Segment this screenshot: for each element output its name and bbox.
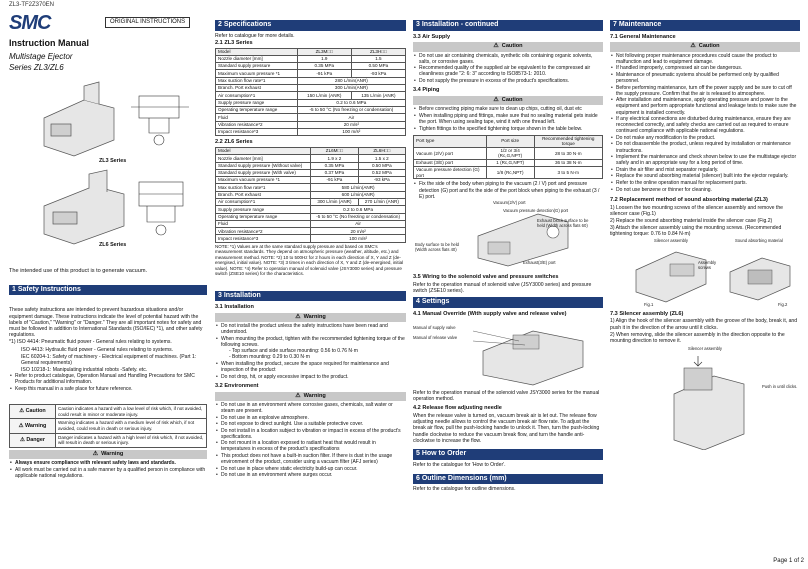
- warning-bullets: [9, 460, 207, 479]
- piping-bullet: • Tighten fittings to the specified tightening torque shown in the table below.: [413, 126, 603, 132]
- caution-label: Caution: [501, 43, 523, 50]
- caution-bar: [610, 42, 800, 51]
- warning-bar: [215, 392, 406, 401]
- table-row: [216, 184, 406, 191]
- manual-override-sub: 4.1 Manual Override (With supply valve and release valve): [413, 311, 567, 318]
- table-cell: Nozzle diameter [mm]: [216, 155, 311, 162]
- smc-logo: SMC: [9, 12, 51, 35]
- doc-code: ZL3-TF2Z370EN: [9, 2, 55, 8]
- table-cell: 36 to 38 N·m: [534, 160, 602, 167]
- warning-bar: [215, 313, 406, 322]
- installation-sub: 3.1 Installation: [215, 304, 254, 311]
- table-row: [216, 85, 406, 92]
- table-header: Recommended tightening torque: [534, 135, 602, 147]
- table-cell: Operating temperature range: [216, 106, 298, 113]
- environment-bullet: • Do not expose to direct sunlight. Use a suitable protective cover.: [215, 421, 406, 427]
- table-cell: Air consumption*1: [216, 92, 298, 99]
- safety-section-title: 1 Safety Instructions: [9, 285, 207, 296]
- table-cell: 0.2 to 0.6 MPa: [297, 99, 405, 106]
- maintenance-bullet: • Not following proper maintenance procedures could cause the product to malfunction and lead to equipment damage.: [610, 53, 800, 65]
- table-cell: 28 to 30 N·m: [534, 147, 602, 159]
- caution-label: Caution: [501, 96, 523, 103]
- hazard-level: Danger: [26, 436, 45, 443]
- warning-triangle-icon: ⚠: [20, 436, 27, 443]
- silencer-assembly-label-2: Silencer assembly: [688, 346, 722, 352]
- table-cell: Fluid: [216, 220, 311, 227]
- table-cell: Standard supply pressure: [216, 63, 298, 70]
- zl6-spec-heading: 2.2 ZL6 Series: [215, 139, 253, 146]
- maintenance-bullet: • Before performing maintenance, turn off the power supply and be sure to cut off the supply pressure. Confirm that the air is released to atmosphere.: [610, 85, 800, 97]
- manual-override-drawing: [473, 321, 593, 387]
- zl6-spec-table: [215, 147, 406, 243]
- installation-bullet: • Do not install the product unless the safety instructions have been read and understood.: [215, 323, 406, 335]
- environment-bullet: • Do not mount in a location exposed to radiant heat that would result in temperatures in excess of the product's specifications: [215, 440, 406, 452]
- maintenance-bullet: • Refer to the online operation manual for replacement parts.: [610, 180, 800, 186]
- hazard-row-warning: [10, 419, 207, 433]
- table-cell: Nozzle diameter [mm]: [216, 55, 298, 62]
- installation-bullets: [215, 323, 406, 379]
- warning-triangle-icon: ⚠: [92, 450, 99, 457]
- table-header: Port size: [486, 135, 534, 147]
- warning-bullet: • Always ensure compliance with relevant safety laws and standards.: [9, 460, 207, 466]
- piping-fix-text: • Fix the side of the body when piping to the vacuum (2 / V) port and pressure detection (G) port and fix the side of the port block when piping to the exhaust (3 / E) port.: [413, 181, 603, 199]
- warning-label: Warning: [303, 314, 326, 321]
- general-maintenance-sub: 7.1 General Maintenance: [610, 33, 676, 40]
- push-until-clicks-label: Push in until clicks.: [762, 384, 798, 390]
- table-cell: Impact resistance*3: [216, 128, 298, 135]
- table-row: [216, 235, 406, 242]
- zl3-pneumatic-symbol: [131, 96, 189, 145]
- zl6-product-figure: [39, 168, 201, 248]
- vacuum-port-label: Vacuum(2/V) port: [493, 200, 526, 206]
- environment-bullet: • Do not use in an environment where surges occur.: [215, 472, 406, 478]
- table-cell: 1/8 (Rc,NPT): [486, 167, 534, 179]
- air-supply-bullet: • Recommended quality of the supplied air be equivalent to the compressed air cleanliness grade "2: 6: 3" according to ISO8573-1: 2010.: [413, 65, 603, 77]
- table-cell: Air: [297, 114, 405, 121]
- table-row: [216, 162, 406, 169]
- table-cell: Maximum vacuum pressure *1: [216, 70, 298, 77]
- spec-intro: Refer to catalogue for more details.: [215, 32, 295, 39]
- vacuum-detection-port-label: Vacuum pressure detection(G) port: [503, 208, 569, 214]
- table-header-row: [216, 147, 406, 154]
- outline-dimensions-text: Refer to the catalogue for outline dimensions.: [413, 486, 516, 493]
- hazard-desc: Warning indicates a hazard with a medium level of risk which, if not avoided, could result in death or serious injury.: [56, 419, 207, 433]
- table-cell: Supply pressure range: [216, 99, 298, 106]
- page-number: Page 1 of 2: [773, 557, 804, 564]
- table-row: [216, 213, 406, 220]
- piping-figure: [413, 200, 603, 272]
- warning-label: Warning: [303, 392, 326, 399]
- warning-bullet: • All work must be carried out in a safe manner by a qualified person in compliance with applicable national regulations.: [9, 467, 207, 479]
- table-header-row: [414, 135, 603, 147]
- hazard-row-caution: [10, 405, 207, 419]
- piping-sub: 3.4 Piping: [413, 87, 440, 94]
- table-row: [216, 177, 406, 184]
- table-cell: 0.50 MPa: [358, 162, 405, 169]
- maintenance-bullet: • If handled improperly, compressed air can be dangerous.: [610, 65, 800, 71]
- table-header: ZL6H□□: [358, 147, 405, 154]
- table-cell: 0.35 MPa: [311, 162, 358, 169]
- settings-title: 4 Settings: [413, 297, 603, 308]
- environment-bullet: • Do not use in place where static electricity build-up can occur.: [215, 466, 406, 472]
- zl6-silencer-drawing: [660, 354, 760, 450]
- zl3-caption: ZL3 Series: [99, 158, 127, 164]
- installation-bullet-text: When mounting the product, tighten with the recommended tightening torque of the following screws.: [221, 336, 405, 349]
- column-2: [215, 0, 406, 569]
- zl6-silencer-step: 1) Align the hook of the silencer assembly with the groove of the body, break it, and push it in the direction of the arrow until it clicks.: [610, 318, 798, 331]
- table-cell: Branch. Port exhaust: [216, 85, 298, 92]
- wiring-sub: 3.5 Wiring to the solenoid valve and pressure switches: [413, 274, 559, 281]
- warning-triangle-icon: ⚠: [295, 314, 301, 321]
- maintenance-bullet: • Do not use benzene or thinner for cleaning.: [610, 187, 800, 193]
- table-cell: -91 kPa: [297, 70, 351, 77]
- fig2-label: Fig.2: [778, 301, 788, 307]
- table-header: ZL3M□□: [297, 48, 351, 55]
- body-surface-label: Body surface to be held (Width across flats 40): [415, 242, 459, 253]
- safety-bullet: • Refer to product catalogue, Operation Manual and Handling Precautions for SMC Products for additional information.: [9, 373, 207, 385]
- zl6-silencer-step: 2) When removing, slide the silencer assembly in the direction opposite to the mounting direction to remove it.: [610, 331, 785, 344]
- environment-bullet: • Do not use in an explosive atmosphere.: [215, 415, 406, 421]
- table-row: [216, 155, 406, 162]
- warning-bar: [9, 450, 207, 459]
- exhaust-block-label: Exhaust block surface to be held (Width across flats 60): [537, 218, 589, 229]
- table-row: [216, 199, 406, 206]
- hazard-level-table: [9, 404, 207, 448]
- zl6-silencer-sub: 7.3 Silencer assembly (ZL6): [610, 310, 684, 317]
- table-cell: 3 to 5 N·m: [534, 167, 602, 179]
- table-cell: 150 L/min (ANR): [297, 92, 351, 99]
- table-cell: 20 m/s²: [297, 121, 405, 128]
- table-cell: 100 m/s²: [297, 128, 405, 135]
- air-supply-bullets: [413, 53, 603, 84]
- hazard-level: Warning: [24, 422, 47, 429]
- column-4: [610, 0, 800, 569]
- column-3: [413, 0, 603, 569]
- piping-drawing: [468, 208, 578, 268]
- table-cell: Air: [311, 220, 406, 227]
- safety-bullets: [9, 373, 207, 392]
- environment-bullet: • Do not use in an environment where corrosive gases, chemicals, salt water or steam are present.: [215, 402, 406, 414]
- table-cell: Fluid: [216, 114, 298, 121]
- intended-use: The intended use of this product is to generate vacuum.: [9, 268, 148, 274]
- zl6-ejector-drawing: [44, 170, 124, 244]
- table-cell: Standard supply pressure (With valve): [216, 169, 311, 176]
- torque-bottom: - Bottom mounting: 0.29 to 0.30 N·m: [229, 354, 310, 361]
- table-cell: 0.52 MPa: [358, 169, 405, 176]
- hazard-row-danger: [10, 433, 207, 447]
- zl3-spec-body: [216, 55, 406, 135]
- hazard-level: Caution: [25, 408, 46, 415]
- table-header: ZL6M□□: [311, 147, 358, 154]
- table-cell: -5 to 50 °C (No freezing or condensation): [311, 213, 406, 220]
- table-row: [216, 99, 406, 106]
- air-supply-bullet: • Do not supply the pressure in excess of the product's specifications.: [413, 78, 603, 84]
- manual-override-text: Refer to the operation manual of the solenoid valve JSY3000 series for the manual operation method.: [413, 389, 600, 403]
- release-valve-label: Manual of release valve: [413, 334, 458, 340]
- table-cell: 0.37 MPa: [311, 169, 358, 176]
- piping-bullets: [413, 106, 603, 131]
- installation-bullet: • When installing the product, secure the space required for maintenance and inspection of the product: [215, 361, 406, 373]
- table-row: [216, 77, 406, 84]
- table-header: Port type: [414, 135, 487, 147]
- table-header: ZL3H□□: [351, 48, 405, 55]
- table-cell: 1.5 x 2: [358, 155, 405, 162]
- table-cell: 1/2 or 3/4 (Rc,G,NPT): [486, 147, 534, 159]
- maintenance-bullet: • If any electrical connections are disturbed during maintenance, ensure they are reconnected correctly, and safety checks are carried out as required to ensure continued compliance with applicable national regulations.: [610, 116, 800, 134]
- table-cell: Supply pressure range: [216, 206, 311, 213]
- table-row: [414, 160, 603, 167]
- table-cell: Operating temperature range: [216, 213, 311, 220]
- table-cell: Air consumption*1: [216, 199, 311, 206]
- table-cell: -93 kPa: [351, 70, 405, 77]
- table-cell: 100 m/s²: [311, 235, 406, 242]
- table-cell: 135 L/min (ANR): [351, 92, 405, 99]
- table-cell: 300 L/min(ANR): [297, 85, 405, 92]
- how-to-order-text: Refer to the catalogue for 'How to Order'.: [413, 461, 506, 468]
- table-cell: Vacuum pressure detection (G) port: [414, 167, 487, 179]
- zl3-spec-table: [215, 48, 406, 137]
- installation-bullet: • Do not drop, hit, or apply excessive impact to the product.: [215, 374, 406, 380]
- table-cell: 1 (Rc,G,NPT): [486, 160, 534, 167]
- manual-subtitle: Multistage Ejector: [9, 51, 73, 61]
- replacement-drawing: [630, 244, 800, 306]
- table-cell: Vibration resistance*2: [216, 228, 311, 235]
- table-cell: 20 m/s²: [311, 228, 406, 235]
- table-row: [216, 206, 406, 213]
- supply-valve-label: Manual of supply valve: [413, 324, 456, 330]
- maintenance-bullets: [610, 53, 800, 193]
- installation-continued-title: 3 Installation - continued: [413, 20, 603, 31]
- zl6-caption: ZL6 Series: [99, 242, 127, 248]
- table-cell: -93 kPa: [358, 177, 405, 184]
- manual-series: Series ZL3/ZL6: [9, 63, 64, 73]
- safety-standard-4: ISO 10218-1: Manipulating industrial robots -Safety. etc.: [21, 367, 148, 374]
- table-cell: Vacuum (2/V) port: [414, 147, 487, 159]
- environment-bullet: • Do not install in a location subject to vibration or impact in excess of the product's specifications.: [215, 428, 406, 440]
- environment-sub: 3.2 Environment: [215, 382, 259, 389]
- table-cell: Impact resistance*3: [216, 235, 311, 242]
- table-row: [216, 114, 406, 121]
- maintenance-bullet: • Do not make any modification to the product.: [610, 135, 800, 141]
- table-cell: Branch. Port exhaust: [216, 191, 311, 198]
- zl3-ejector-drawing: [44, 82, 114, 156]
- table-row: [216, 63, 406, 70]
- spec-notes: NOTE: *1) Values are at the same standard supply pressure and based on SMC's measurement standards. They depend on atmospheric pressure (weather, altitude, etc.) and measurement method. NOTE: *2) 10 to 500Hz for 2 hours in each direction of X, Y and Z (de-energised, initial value). NOTE: *3) 3 times in each direction of X, Y and Z (de-energised, initial value). NOTE: *4) Refer to operation manual of solenoid valve (JSY3000 series) and pressure switch (ZSE10 series) for the characteristics.: [215, 243, 404, 277]
- exhaust-port-label: Exhaust(3/E) port: [523, 260, 556, 266]
- zl3-spec-heading: 2.1 ZL3 Series: [215, 39, 253, 46]
- maintenance-title: 7 Maintenance: [610, 20, 800, 31]
- specifications-title: 2 Specifications: [215, 20, 406, 31]
- sound-material-label: Sound absorbing material: [735, 237, 783, 243]
- zl6-silencer-figure: [610, 344, 800, 454]
- safety-standard-2: ISO 4413: Hydraulic fluid power - General rules relating to systems.: [21, 346, 174, 353]
- warning-triangle-icon: ⚠: [493, 96, 499, 103]
- maintenance-bullet: • After installation and maintenance, apply operating pressure and power to the equipment and perform appropriate functional and leakage tests to make sure the equipment is installed correctly.: [610, 97, 800, 115]
- replacement-steps: [610, 205, 800, 238]
- environment-bullets: [215, 402, 406, 479]
- piping-fix-bullet: [413, 181, 603, 199]
- warning-label: Warning: [101, 450, 124, 457]
- table-cell: Max suction flow rate*1: [216, 77, 298, 84]
- maintenance-bullet: • Replace the sound absorbing material (silencer) built into the ejector regularly.: [610, 173, 800, 179]
- table-row: [216, 169, 406, 176]
- replacement-figure: [610, 238, 800, 308]
- maintenance-bullet: • Drain the air filter and mist separator regularly.: [610, 167, 800, 173]
- table-cell: Standard supply pressure (Without valve): [216, 162, 311, 169]
- table-cell: 1.5: [351, 55, 405, 62]
- manual-override-figure: [413, 319, 603, 389]
- original-instructions-badge: ORIGINAL INSTRUCTIONS: [105, 17, 190, 28]
- zl6-spec-body: [216, 155, 406, 243]
- replacement-sub: 7.2 Replacement method of sound absorbing material (ZL3): [610, 196, 768, 203]
- safety-bullet: • Keep this manual in a safe place for future reference.: [9, 386, 207, 392]
- table-header-row: [216, 48, 406, 55]
- assembly-screws-label: Assembly screws: [698, 259, 717, 270]
- table-cell: 0.50 MPa: [351, 63, 405, 70]
- warning-triangle-icon: ⚠: [493, 43, 499, 50]
- release-flow-text: When the release valve is turned on, vacuum break air is let out. The release flow adjusting needle allows to control the vacuum break air flow rate. To adjust the break air flow, pull the push-locking handle to unlock it. Then, turn the push-locking handle clockwise to reduce the vacuum break flow, and turn the handle anti-clockwise to increase the flow.: [413, 413, 600, 444]
- warning-triangle-icon: ⚠: [19, 408, 26, 415]
- table-row: [216, 191, 406, 198]
- caution-bar: [413, 42, 603, 51]
- table-row: [414, 167, 603, 179]
- air-supply-bullet: • Do not use air containing chemicals, synthetic oils containing organic solvents, salts, or corrosive gases.: [413, 53, 603, 65]
- release-flow-sub: 4.2 Release flow adjusting needle: [413, 405, 502, 412]
- column-1: [9, 0, 207, 569]
- warning-triangle-icon: ⚠: [690, 43, 696, 50]
- zl6-pneumatic-symbol: [139, 182, 183, 235]
- table-cell: 0.2 to 0.6 MPa: [311, 206, 406, 213]
- table-cell: Max suction flow rate*1: [216, 184, 311, 191]
- table-cell: 300 L/min (ANR): [311, 199, 358, 206]
- table-row: [414, 147, 603, 159]
- table-cell: 270 L/min (ANR): [358, 199, 405, 206]
- table-header: Model: [216, 48, 298, 55]
- table-row: [216, 228, 406, 235]
- table-row: [216, 121, 406, 128]
- replacement-step: 2) Replace the sound absorbing material inside the silencer case (Fig.2): [610, 217, 773, 224]
- piping-bullet: • When installing piping and fittings, make sure that no sealing material gets inside the port. When using sealing tape, wind it with one thread left.: [413, 113, 603, 125]
- warning-triangle-icon: ⚠: [295, 392, 301, 399]
- table-row: [216, 70, 406, 77]
- how-to-order-title: 5 How to Order: [413, 449, 603, 460]
- installation-bullet: [215, 336, 406, 360]
- table-cell: Maximum vacuum pressure *1: [216, 177, 311, 184]
- silencer-assembly-label: Silencer assembly: [654, 237, 688, 243]
- hazard-desc: Danger indicates a hazard with a high level of risk which, if not avoided, will result in death or serious injury.: [56, 433, 207, 447]
- table-header: Model: [216, 147, 311, 154]
- environment-bullet: • This product does not have a built-in suction filter. If there is dust in the usage environment of the product, consider using a vacuum filter (AFJ series): [215, 453, 406, 465]
- air-supply-sub: 3.3 Air Supply: [413, 33, 451, 40]
- table-row: [216, 92, 406, 99]
- caution-bar: [413, 96, 603, 105]
- installation-title: 3 Installation: [215, 291, 406, 302]
- table-cell: -5 to 50 °C (No freezing or condensation): [297, 106, 405, 113]
- safety-para: These safety instructions are intended to prevent hazardous situations and/or equipment damage. These instructions indicate the level of potential hazard with the labels of "Caution," "Warning" or "Danger." They are all important notes for safety and must be followed in addition to International Standards (ISO/IEC) *1), and other safety regulations.: [9, 307, 203, 339]
- table-row: [216, 55, 406, 62]
- maintenance-bullet: • Do not disassemble the product, unless required by installation or maintenance instructions.: [610, 141, 800, 153]
- safety-standard-3: IEC 60204-1: Safety of machinery - Electrical equipment of machines. (Part 1: General requirements): [21, 353, 197, 366]
- table-cell: Vibration resistance*2: [216, 121, 298, 128]
- outline-dimensions-title: 6 Outline Dimensions (mm): [413, 474, 603, 485]
- table-row: [216, 220, 406, 227]
- caution-label: Caution: [698, 43, 720, 50]
- torque-top-side: - Top surface and side surface mounting: 0.56 to 0.76 N·m: [229, 348, 358, 355]
- manual-title: Instruction Manual: [9, 37, 90, 48]
- table-cell: 1.9 x 2: [311, 155, 358, 162]
- fig1-label: Fig.1: [644, 301, 654, 307]
- port-torque-body: [414, 147, 603, 179]
- maintenance-bullet: • Implement the maintenance and check shown below to use the multistage ejector safely and in an appropriate way for a long period of time.: [610, 154, 800, 166]
- replacement-step: 1) Loosen the two mounting screws of the silencer assembly and remove the silencer case (Fig.1): [610, 204, 783, 217]
- wiring-text: Refer to the operation manual of solenoid valve (JSY3000 series) and pressure switch (ZSE10 series).: [413, 282, 592, 295]
- table-cell: -91 kPa: [311, 177, 358, 184]
- hazard-desc: Caution indicates a hazard with a low level of risk which, if not avoided, could result in minor or moderate injury.: [56, 405, 207, 419]
- maintenance-bullet: • Maintenance of pneumatic systems should be performed only by qualified personnel.: [610, 72, 800, 84]
- port-torque-table: [413, 135, 603, 180]
- table-cell: 280 L/min(ANR): [297, 77, 405, 84]
- table-cell: 0.35 MPa: [297, 63, 351, 70]
- warning-triangle-icon: ⚠: [18, 422, 25, 429]
- replacement-step: 3) Attach the silencer assembly using the mounting screws. (Recommended tightening torque: 0.76 to 0.84 N·m): [610, 225, 782, 238]
- table-cell: 600 L/min(ANR): [311, 191, 406, 198]
- table-row: [216, 106, 406, 113]
- zl3-product-figure: [39, 78, 201, 160]
- table-cell: 1.9: [297, 55, 351, 62]
- safety-standard-1: *1) ISO 4414: Pneumatic fluid power - General rules relating to systems.: [9, 339, 172, 346]
- table-cell: Exhaust (3/E) port: [414, 160, 487, 167]
- table-row: [216, 128, 406, 135]
- table-cell: 580 L/min(ANR): [311, 184, 406, 191]
- zl6-silencer-steps: [610, 318, 800, 344]
- piping-bullet: • Before connecting piping make sure to clean up chips, cutting oil, dust etc: [413, 106, 603, 112]
